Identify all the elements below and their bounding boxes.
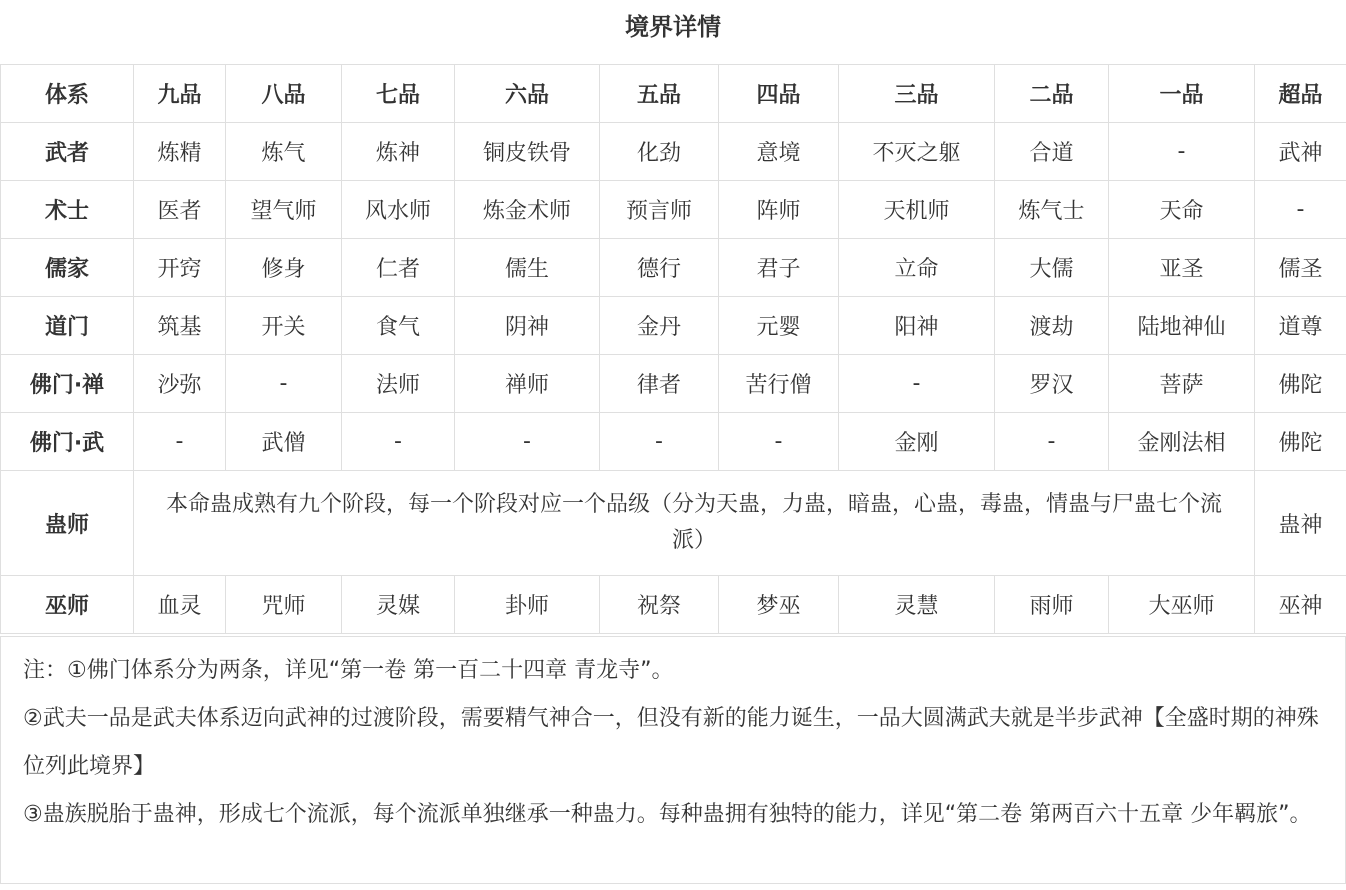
system-cell: 佛门·禅 [1,355,134,413]
table-header-row [1,65,1346,123]
rank-cell: 佛陀 [1255,355,1346,413]
rank-cell: 儒生 [455,239,600,297]
table-row [1,181,1346,239]
rank-cell: - [226,355,342,413]
rank-cell: - [134,413,226,471]
rank-cell: 梦巫 [719,576,839,634]
rank-cell: 巫神 [1255,576,1346,634]
realm-table [0,64,1346,634]
rank-cell: - [719,413,839,471]
header-cell: 二品 [995,65,1109,123]
rank-cell: 炼神 [342,123,455,181]
rank-cell: 化劲 [600,123,719,181]
note-1: 注：①佛门体系分为两条，详见“第一卷 第一百二十四章 青龙寺”。 [23,658,674,683]
note-2: ②武夫一品是武夫体系迈向武神的过渡阶段，需要精气神合一，但没有新的能力诞生，一品大圆满武夫就是半步武神【全盛时期的神殊位列此境界】 [23,706,1319,779]
rank-cell: 菩萨 [1109,355,1255,413]
rank-cell: 开窍 [134,239,226,297]
rank-cell: 渡劫 [995,297,1109,355]
system-cell: 儒家 [1,239,134,297]
rank-cell: 意境 [719,123,839,181]
rank-cell: 沙弥 [134,355,226,413]
table-row [1,297,1346,355]
header-cell: 八品 [226,65,342,123]
header-cell: 五品 [600,65,719,123]
rank-cell: 祝祭 [600,576,719,634]
rank-cell: 开关 [226,297,342,355]
rank-cell: - [839,355,995,413]
rank-cell: 阳神 [839,297,995,355]
rank-cell: 元婴 [719,297,839,355]
table-row [1,471,1346,576]
rank-cell: 立命 [839,239,995,297]
rank-cell: - [995,413,1109,471]
rank-cell: 金丹 [600,297,719,355]
rank-cell: 佛陀 [1255,413,1346,471]
gu-description-cell: 本命蛊成熟有九个阶段，每一个阶段对应一个品级（分为天蛊，力蛊，暗蛊，心蛊，毒蛊，情蛊与尸蛊七个流派） [134,471,1255,576]
table-row [1,239,1346,297]
system-cell: 巫师 [1,576,134,634]
header-cell: 超品 [1255,65,1346,123]
rank-cell: 武神 [1255,123,1346,181]
rank-cell: 预言师 [600,181,719,239]
rank-cell: - [1255,181,1346,239]
system-cell: 道门 [1,297,134,355]
rank-cell: 灵媒 [342,576,455,634]
rank-cell: - [455,413,600,471]
rank-cell: 雨师 [995,576,1109,634]
rank-cell: 天机师 [839,181,995,239]
table-row [1,576,1346,634]
rank-cell: 合道 [995,123,1109,181]
rank-cell: 仁者 [342,239,455,297]
rank-cell: 筑基 [134,297,226,355]
note-3: ③蛊族脱胎于蛊神，形成七个流派，每个流派单独继承一种蛊力。每种蛊拥有独特的能力，详见“第二卷 第两百六十五章 少年羁旅”。 [23,802,1312,827]
header-cell: 九品 [134,65,226,123]
rank-cell: 道尊 [1255,297,1346,355]
rank-cell: 血灵 [134,576,226,634]
rank-cell: 德行 [600,239,719,297]
page-title: 境界详情 [625,13,721,41]
header-cell: 六品 [455,65,600,123]
rank-cell: 罗汉 [995,355,1109,413]
rank-cell: 炼精 [134,123,226,181]
header-cell: 七品 [342,65,455,123]
rank-cell: 铜皮铁骨 [455,123,600,181]
rank-cell: 苦行僧 [719,355,839,413]
header-cell: 四品 [719,65,839,123]
notes-section [0,636,1346,884]
rank-cell: 阵师 [719,181,839,239]
rank-cell: 阴神 [455,297,600,355]
rank-cell: 法师 [342,355,455,413]
rank-cell: 不灭之躯 [839,123,995,181]
header-cell: 一品 [1109,65,1255,123]
rank-cell: 咒师 [226,576,342,634]
rank-cell: - [342,413,455,471]
rank-cell: 武僧 [226,413,342,471]
table-row [1,123,1346,181]
rank-cell: 大巫师 [1109,576,1255,634]
rank-cell: 炼气 [226,123,342,181]
rank-cell: 亚圣 [1109,239,1255,297]
rank-cell: 望气师 [226,181,342,239]
rank-cell: 天命 [1109,181,1255,239]
header-cell: 三品 [839,65,995,123]
rank-cell: 律者 [600,355,719,413]
table-row [1,413,1346,471]
rank-cell: - [600,413,719,471]
rank-cell: 蛊神 [1255,471,1346,576]
rank-cell: 炼气士 [995,181,1109,239]
rank-cell: 食气 [342,297,455,355]
header-cell: 体系 [1,65,134,123]
rank-cell: 君子 [719,239,839,297]
rank-cell: - [1109,123,1255,181]
system-cell: 佛门·武 [1,413,134,471]
rank-cell: 修身 [226,239,342,297]
rank-cell: 灵慧 [839,576,995,634]
rank-cell: 风水师 [342,181,455,239]
system-cell: 术士 [1,181,134,239]
rank-cell: 炼金术师 [455,181,600,239]
rank-cell: 医者 [134,181,226,239]
system-cell: 武者 [1,123,134,181]
rank-cell: 金刚法相 [1109,413,1255,471]
system-cell: 蛊师 [1,471,134,576]
rank-cell: 卦师 [455,576,600,634]
rank-cell: 禅师 [455,355,600,413]
rank-cell: 儒圣 [1255,239,1346,297]
rank-cell: 陆地神仙 [1109,297,1255,355]
table-row [1,355,1346,413]
rank-cell: 大儒 [995,239,1109,297]
rank-cell: 金刚 [839,413,995,471]
